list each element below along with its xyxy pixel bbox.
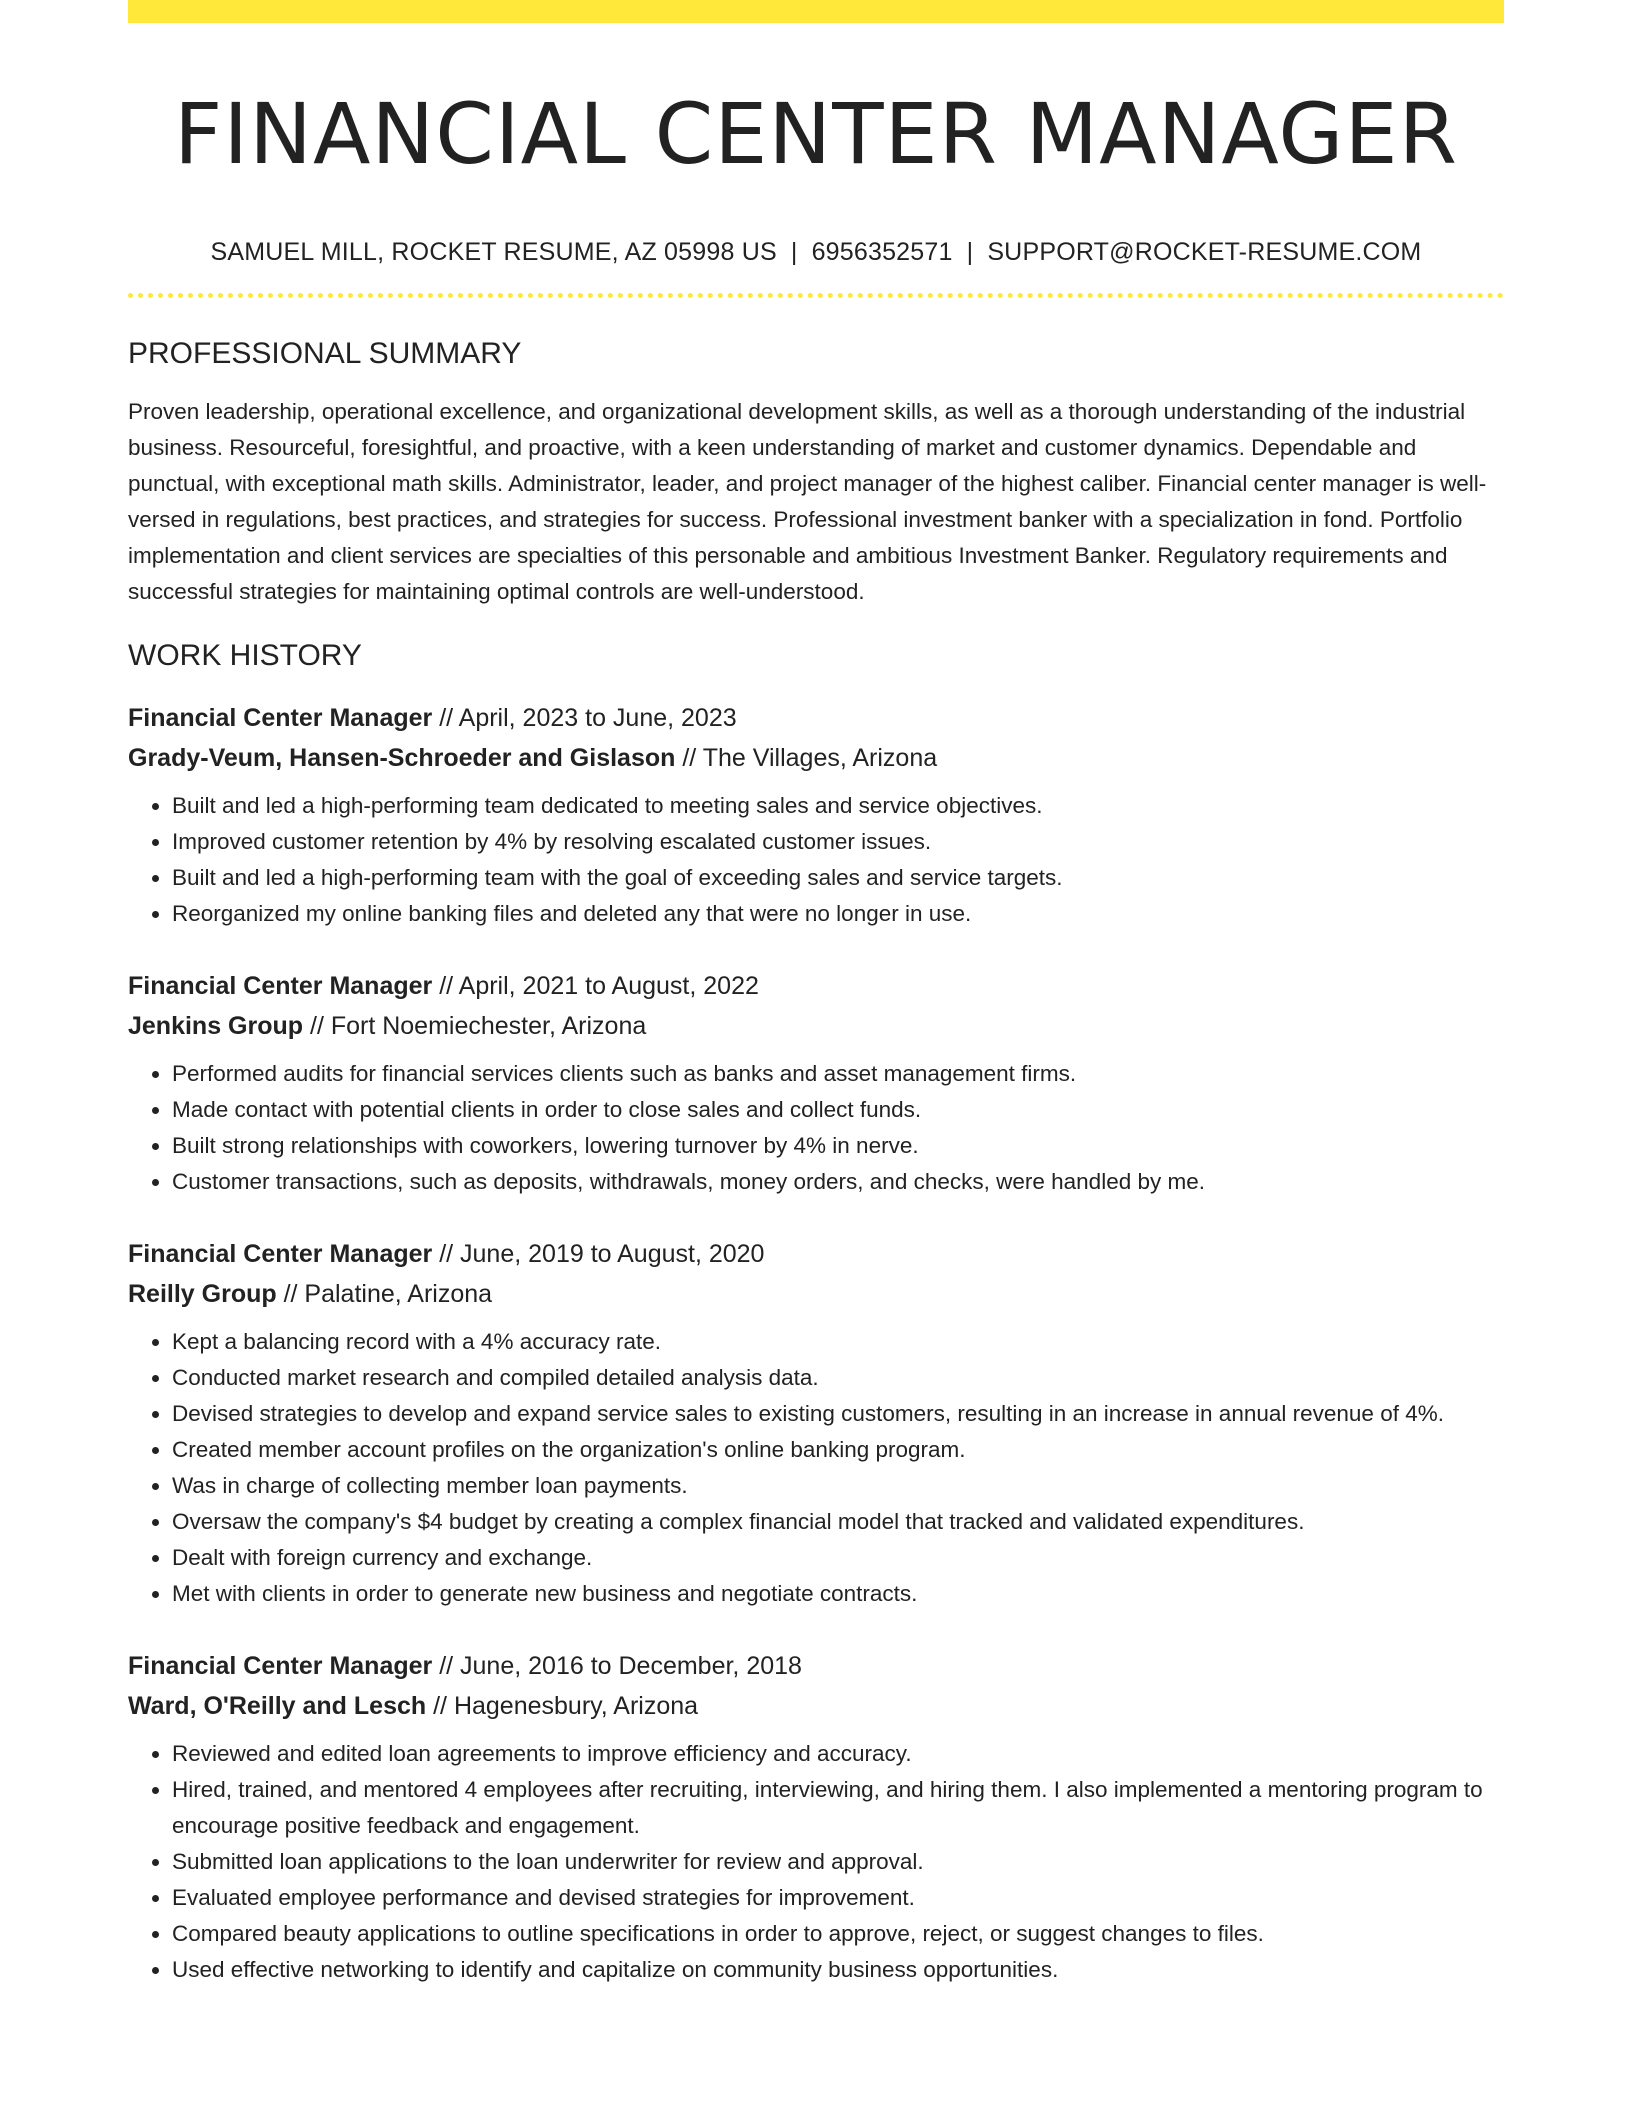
job-bullets (128, 788, 1504, 932)
work-history-heading: WORK HISTORY (128, 639, 362, 672)
contact-phone: 6956352571 (811, 238, 953, 266)
job-bullet: • Devised strategies to develop and expand service sales to existing customers, resulting in an increase in annual revenue of 4%. (172, 1396, 1504, 1432)
job-title-line (128, 698, 1504, 738)
job-dates: // June, 2016 to December, 2018 (432, 1652, 802, 1680)
job-location: // Palatine, Arizona (276, 1280, 493, 1308)
job-bullets (128, 1736, 1504, 1988)
job-title-line (128, 1646, 1504, 1686)
job-location: // Fort Noemiechester, Arizona (303, 1012, 647, 1040)
job-company: Ward, O'Reilly and Lesch (128, 1692, 427, 1720)
job-bullet: • Dealt with foreign currency and exchange. (172, 1540, 1504, 1576)
job-bullet: • Improved customer retention by 4% by resolving escalated customer issues. (172, 824, 1504, 860)
job-dates: // April, 2021 to August, 2022 (432, 972, 759, 1000)
job-company: Jenkins Group (128, 1012, 304, 1040)
job-entry (128, 1234, 1504, 1612)
contact-email: SUPPORT@ROCKET-RESUME.COM (987, 238, 1422, 266)
job-bullet: • Customer transactions, such as deposits, withdrawals, money orders, and checks, were handled by me. (172, 1164, 1504, 1200)
job-entry (128, 698, 1504, 932)
contact-address: SAMUEL MILL, ROCKET RESUME, AZ 05998 US (210, 238, 777, 266)
job-company-line (128, 1686, 1504, 1726)
contact-separator: | (790, 238, 798, 266)
job-title-line (128, 1234, 1504, 1274)
job-dates: // June, 2019 to August, 2020 (432, 1240, 765, 1268)
resume-page (128, 0, 1504, 1988)
job-company-line (128, 1006, 1504, 1046)
job-title: Financial Center Manager (128, 1240, 433, 1268)
job-company-line (128, 738, 1504, 778)
job-bullet: • Reorganized my online banking files and deleted any that were no longer in use. (172, 896, 1504, 932)
job-bullet: • Used effective networking to identify and capitalize on community business opportunities. (172, 1952, 1504, 1988)
job-company-line (128, 1274, 1504, 1314)
job-bullet: • Reviewed and edited loan agreements to improve efficiency and accuracy. (172, 1736, 1504, 1772)
job-bullet: • Submitted loan applications to the loan underwriter for review and approval. (172, 1844, 1504, 1880)
job-bullet: • Evaluated employee performance and devised strategies for improvement. (172, 1880, 1504, 1916)
job-bullet: • Built strong relationships with coworkers, lowering turnover by 4% in nerve. (172, 1128, 1504, 1164)
summary-text: Proven leadership, operational excellence, and organizational development skills, as well as a thorough understanding of the industrial business. Resourceful, foresightful, and proactive, with a keen understanding of market and customer dynamics. Dependable and punctual, with exceptional math skills. Administrator, leader, and project manager of the highest caliber. Financial center manager is well-versed in regulations, best practices, and strategies for success. Professional investment banker with a specialization in fond. Portfolio implementation and client services are specialties of this personable and ambitious Investment Banker. Regulatory requirements and successful strategies for maintaining optimal controls are well-understood. (128, 399, 1487, 604)
job-bullet: • Oversaw the company's $4 budget by creating a complex financial model that tracked and validated expenditures. (172, 1504, 1504, 1540)
job-bullet: • Compared beauty applications to outline specifications in order to approve, reject, or suggest changes to files. (172, 1916, 1504, 1952)
job-entry (128, 966, 1504, 1200)
job-company: Grady-Veum, Hansen-Schroeder and Gislason (128, 744, 676, 772)
job-title-line (128, 966, 1504, 1006)
job-dates: // April, 2023 to June, 2023 (432, 704, 737, 732)
job-bullet: • Performed audits for financial services clients such as banks and asset management firms. (172, 1056, 1504, 1092)
summary-heading: PROFESSIONAL SUMMARY (128, 337, 522, 370)
job-title: Financial Center Manager (128, 704, 433, 732)
job-bullet: • Built and led a high-performing team with the goal of exceeding sales and service targets. (172, 860, 1504, 896)
job-bullet: • Created member account profiles on the organization's online banking program. (172, 1432, 1504, 1468)
job-bullet: • Hired, trained, and mentored 4 employees after recruiting, interviewing, and hiring them. I also implemented a mentoring program to encourage positive feedback and engagement. (172, 1772, 1504, 1844)
job-bullet: • Met with clients in order to generate new business and negotiate contracts. (172, 1576, 1504, 1612)
job-bullet: • Was in charge of collecting member loan payments. (172, 1468, 1504, 1504)
job-bullet: • Made contact with potential clients in order to close sales and collect funds. (172, 1092, 1504, 1128)
job-bullets (128, 1324, 1504, 1612)
resume-title: FINANCIAL CENTER MANAGER (174, 85, 1458, 183)
job-bullets (128, 1056, 1504, 1200)
job-title: Financial Center Manager (128, 972, 433, 1000)
job-bullet: • Conducted market research and compiled detailed analysis data. (172, 1360, 1504, 1396)
job-location: // Hagenesbury, Arizona (426, 1692, 699, 1720)
accent-bar (128, 0, 1504, 23)
contact-separator: | (966, 238, 974, 266)
job-company: Reilly Group (128, 1280, 277, 1308)
job-title: Financial Center Manager (128, 1652, 433, 1680)
contact-line (128, 236, 1504, 268)
job-entry (128, 1646, 1504, 1988)
job-location: // The Villages, Arizona (675, 744, 938, 772)
dotted-divider (128, 293, 1504, 298)
job-bullet: • Built and led a high-performing team dedicated to meeting sales and service objectives. (172, 788, 1504, 824)
job-bullet: • Kept a balancing record with a 4% accuracy rate. (172, 1324, 1504, 1360)
